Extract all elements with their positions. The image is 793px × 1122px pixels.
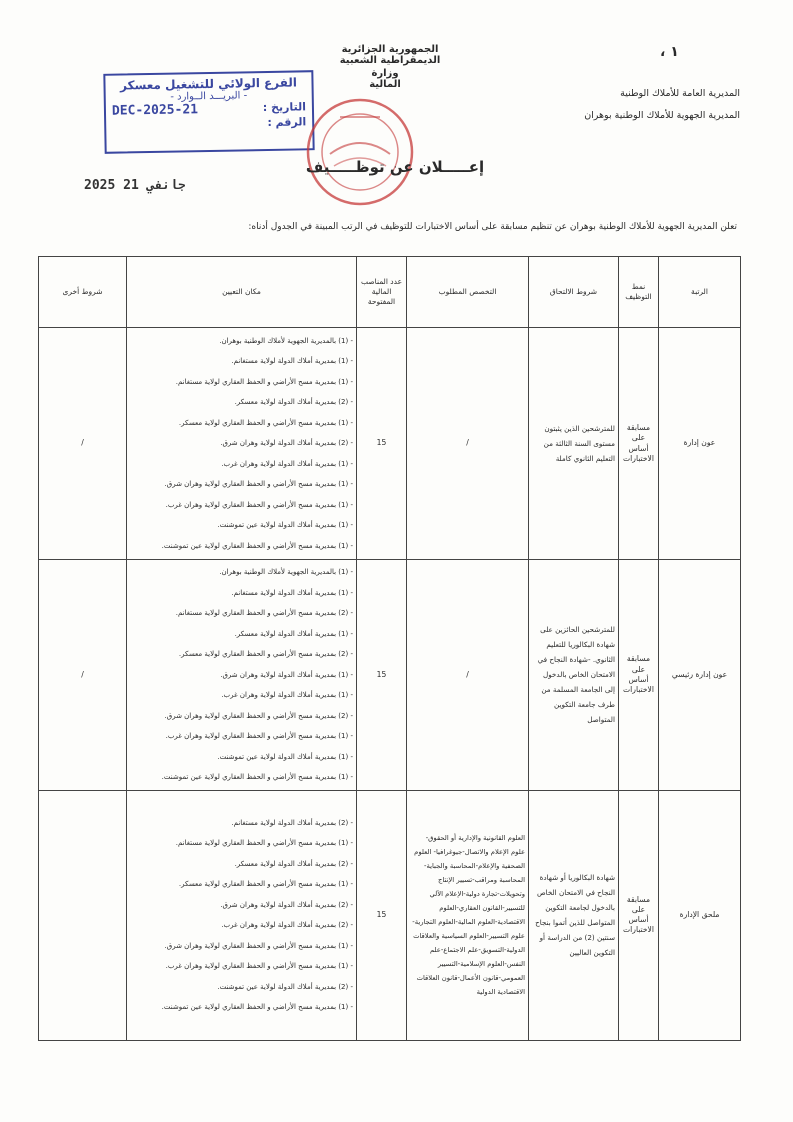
cell-grade: عون إدارة (659, 328, 741, 560)
place-item: - (1) بمديرية مسح الأراضي و الحفظ العقاري لولاية عين تموشنت. (161, 1003, 353, 1011)
header-mode: نمط التوظيف (619, 257, 659, 328)
place-item: - (1) بمديرية أملاك الدولة لولاية وهران غرب. (221, 691, 353, 699)
table-header-row (39, 257, 741, 328)
cell-other: / (39, 560, 127, 791)
table-row (39, 560, 741, 791)
place-item: - (1) بمديرية مسح الأراضي و الحفظ العقاري لولاية مستغانم. (175, 839, 353, 847)
place-item: - (2) بمديرية أملاك الدولة لولاية عين تموشنت. (217, 982, 353, 991)
reception-stamp (103, 70, 314, 154)
header-grade: الرتبة (659, 257, 741, 328)
table-row (39, 328, 741, 560)
cell-places (127, 790, 357, 1040)
place-item: - (1) بمديرية أملاك الدولة لولاية عين تموشنت. (217, 521, 353, 530)
cell-grade: ملحق الإدارة (659, 790, 741, 1040)
place-item: - (1) بمديرية أملاك الدولة لولاية معسكر. (234, 629, 353, 638)
ministry-heading: وزارة المالية (369, 68, 401, 90)
stamp-mail: - البريـــد الــوارد - (170, 90, 248, 103)
place-item: - (1) بمديرية مسح الأراضي و الحفظ العقاري لولاية مستغانم. (175, 377, 353, 386)
stamp-office: الفرع الولائي للتشغيل معسكر (119, 75, 298, 93)
stamp-number-label: الرقم : (267, 115, 307, 129)
stamp-date-value: 21-DEC-2025 (111, 102, 199, 119)
place-item: - (2) بمديرية أملاك الدولة لولاية وهران غرب. (221, 921, 353, 929)
place-item: - (1) بمديرية أملاك الدولة لولاية عين تموشنت. (217, 752, 353, 761)
place-item: - (2) بمديرية مسح الأراضي و الحفظ العقاري لولاية وهران شرق. (164, 711, 353, 720)
header-conditions: شروط الالتحاق (529, 257, 619, 328)
header-positions: عدد المناصب المالية المفتوحة (357, 257, 407, 328)
cell-positions: 15 (357, 790, 407, 1040)
place-item: - (1) بمديرية مسح الأراضي و الحفظ العقاري لولاية عين تموشنت. (161, 773, 353, 781)
place-item: - (2) بمديرية أملاك الدولة لولاية مستغانم. (231, 818, 353, 827)
cell-positions: 15 (357, 560, 407, 791)
cell-conditions: للمترشحين الحائزين على شهادة البكالوريا للتعليم الثانوي. -شهادة النجاح في الامتحان الخاص بالدخول إلى الجامعة المسلمة من طرف جامعة التكوين المتواصل (529, 560, 619, 791)
place-item: - (2) بمديرية أملاك الدولة لولاية وهران شرق. (220, 900, 353, 909)
place-item: - (1) بمديرية أملاك الدولة لولاية مستغانم. (231, 357, 353, 366)
cell-specialty: العلوم القانونية والإدارية أو الحقوق- علوم الإعلام والاتصال-جيوغرافيا- العلوم الصحفية والإعلام-المحاسبة والجباية-المحاسبة ومراقب-تسيير الإنتاج وتحويلات-تجارة دولية-الإعلام الآلي للتسيير-القانون العقاري-العلوم الاقتصادية-العلوم المالية-العلوم التجارية-علوم التسيير-العلوم السياسية والعلاقات الدولية-التسويق-علم الاجتماع-علم النفس-العلوم الإسلامية-التسيير العمومي-قانون الأعمال-قانون العلاقات الاقتصادية الدولية (407, 790, 529, 1040)
cell-places (127, 560, 357, 791)
place-item: - (2) بمديرية أملاك الدولة لولاية معسكر. (234, 398, 353, 407)
recruitment-table (38, 256, 741, 1041)
cell-specialty: / (407, 328, 529, 560)
intro-paragraph: تعلن المديرية الجهوية للأملاك الوطنية بوهران عن تنظيم مسابقة على أساس الاختبارات للتوظيف في الرتب المبينة في الجدول أدناه: (248, 222, 737, 232)
place-item: - (1) بمديرية أملاك الدولة لولاية وهران غرب. (221, 459, 353, 468)
cell-positions: 15 (357, 328, 407, 560)
cell-places (127, 328, 357, 560)
announcement-title: إعـــــلان عن توظـــــيف (305, 158, 485, 176)
place-item: - (1) بمديرية أملاك الدولة لولاية وهران شرق. (220, 670, 353, 679)
place-item: - (1) بالمديرية الجهوية لأملاك الوطنية بوهران. (219, 336, 353, 345)
place-item: - (1) بمديرية مسح الأراضي و الحفظ العقاري لولاية وهران غرب. (165, 500, 353, 509)
cell-mode: مسابقة على أساس الاختبارات (619, 560, 659, 791)
stamp-date-label: التاريخ : (262, 100, 307, 115)
header-place: مكان التعيين (127, 257, 357, 328)
place-item: - (1) بالمديرية الجهوية لأملاك الوطنية بوهران. (219, 568, 353, 576)
place-item: - (1) بمديرية أملاك الدولة لولاية مستغانم. (231, 588, 353, 597)
cell-grade: عون إدارة رئيسي (659, 560, 741, 791)
place-item: - (1) بمديرية مسح الأراضي و الحفظ العقاري لولاية وهران شرق. (164, 480, 353, 489)
cell-conditions: شهادة البكالوريا أو شهادة النجاح في الامتحان الخاص بالدخول لجامعة التكوين المتواصل للذين أتموا بنجاح سنتين (2) من الدراسة أو التكوين العاليين (529, 790, 619, 1040)
place-item: - (1) بمديرية مسح الأراضي و الحفظ العقاري لولاية معسكر. (178, 880, 353, 888)
place-item: - (1) بمديرية مسح الأراضي و الحفظ العقاري لولاية وهران شرق. (164, 941, 353, 950)
place-item: - (2) بمديرية مسح الأراضي و الحفظ العقاري لولاية معسكر. (178, 650, 353, 658)
directorate-regional: المديرية الجهوية للأملاك الوطنية بوهران (584, 110, 740, 121)
reference-mark: ، ١ (660, 44, 679, 60)
directorate-general: المديرية العامة للأملاك الوطنية (620, 88, 740, 99)
place-item: - (1) بمديرية مسح الأراضي و الحفظ العقاري لولاية معسكر. (178, 418, 353, 427)
cell-other (39, 790, 127, 1040)
header-specialty: التخصص المطلوب (407, 257, 529, 328)
official-seal (300, 92, 420, 212)
cell-conditions: للمترشحين الذين يثبتون مستوى السنة الثالثة من التعليم الثانوي كاملة (529, 328, 619, 560)
place-item: - (1) بمديرية مسح الأراضي و الحفظ العقاري لولاية وهران غرب. (165, 962, 353, 970)
place-item: - (2) بمديرية أملاك الدولة لولاية وهران شرق. (220, 439, 353, 448)
table-row (39, 790, 741, 1040)
cell-specialty: / (407, 560, 529, 791)
place-item: - (1) بمديرية مسح الأراضي و الحفظ العقاري لولاية عين تموشنت. (161, 541, 353, 550)
handwritten-date: 2025 جانفي 21 (84, 178, 186, 193)
cell-other: / (39, 328, 127, 560)
header-other: شروط أخرى (39, 257, 127, 328)
cell-mode: مسابقة على أساس الاختبارات (619, 790, 659, 1040)
republic-heading: الجمهورية الجزائرية الديمقراطية الشعبية (339, 44, 441, 66)
place-item: - (2) بمديرية أملاك الدولة لولاية معسكر. (234, 859, 353, 868)
place-item: - (1) بمديرية مسح الأراضي و الحفظ العقاري لولاية وهران غرب. (165, 732, 353, 740)
cell-mode: مسابقة على أساس الاختبارات (619, 328, 659, 560)
place-item: - (2) بمديرية مسح الأراضي و الحفظ العقاري لولاية مستغانم. (175, 609, 353, 617)
